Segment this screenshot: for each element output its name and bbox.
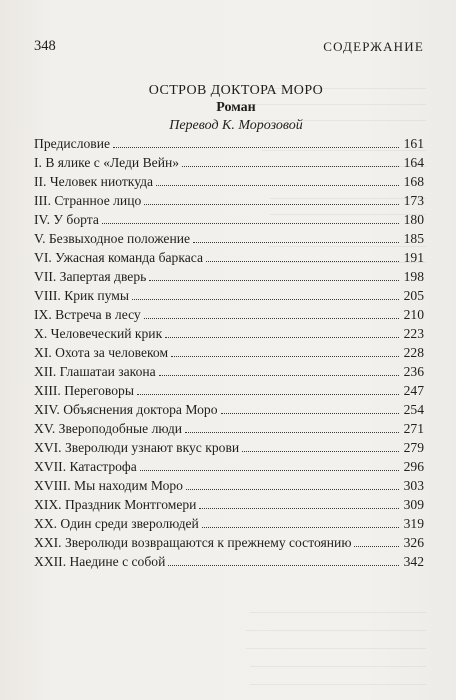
- dot-leader: [199, 508, 399, 509]
- dot-leader: [165, 337, 399, 338]
- toc-entry: [34, 191, 424, 210]
- toc-entry-page: 173: [403, 193, 424, 208]
- table-of-contents: [34, 134, 424, 571]
- dot-leader: [113, 147, 399, 148]
- toc-entry-title: VI. Ужасная команда баркаса: [34, 250, 204, 265]
- work-genre: Роман: [216, 100, 256, 115]
- toc-entry: [34, 172, 424, 191]
- toc-entry: [34, 229, 424, 248]
- toc-entry: [34, 305, 424, 324]
- toc-entry-page: 228: [403, 345, 424, 360]
- section-title: СОДЕРЖАНИЕ: [323, 39, 424, 54]
- toc-entry: [34, 153, 424, 172]
- running-head: [34, 38, 424, 58]
- dot-leader: [144, 204, 399, 205]
- toc-entry: [34, 286, 424, 305]
- toc-entry-title: XIII. Переговоры: [34, 383, 134, 398]
- toc-entry-page: 180: [403, 212, 424, 227]
- toc-entry-page: 185: [403, 231, 424, 246]
- toc-entry-page: 319: [403, 516, 424, 531]
- dot-leader: [159, 375, 399, 376]
- dot-leader: [202, 527, 399, 528]
- toc-entry: [34, 248, 424, 267]
- toc-entry-title: V. Безвыходное положение: [34, 231, 191, 246]
- toc-entry-page: 247: [403, 383, 424, 398]
- toc-entry-title: XI. Охота за человеком: [34, 345, 169, 360]
- toc-entry-title: XVIII. Мы находим Моро: [34, 478, 183, 493]
- dot-leader: [149, 280, 399, 281]
- dot-leader: [132, 299, 399, 300]
- toc-entry-page: 168: [403, 174, 424, 189]
- toc-entry-title: IX. Встреча в лесу: [34, 307, 141, 322]
- dot-leader: [354, 546, 399, 547]
- dot-leader: [206, 261, 399, 262]
- toc-entry-title: XVI. Зверолюди узнают вкус крови: [34, 440, 240, 455]
- toc-entry: [34, 267, 424, 286]
- toc-entry-page: 279: [403, 440, 424, 455]
- toc-entry-page: 236: [403, 364, 424, 379]
- dot-leader: [102, 223, 399, 224]
- toc-entry-page: 198: [403, 269, 424, 284]
- toc-entry-title: XX. Один среди зверолюдей: [34, 516, 199, 531]
- toc-entry-title: XIX. Праздник Монтгомери: [34, 497, 197, 512]
- page-number: 348: [34, 38, 56, 54]
- toc-entry-page: 191: [403, 250, 424, 265]
- dot-leader: [137, 394, 399, 395]
- toc-entry: [34, 495, 424, 514]
- toc-entry: [34, 552, 424, 571]
- toc-entry: [34, 533, 424, 552]
- toc-entry-page: 164: [403, 155, 424, 170]
- toc-entry-title: XXII. Наедине с собой: [34, 554, 166, 569]
- toc-entry: [34, 343, 424, 362]
- toc-entry: [34, 400, 424, 419]
- toc-entry-title: XIV. Объяснения доктора Моро: [34, 402, 218, 417]
- toc-entry-page: 254: [403, 402, 424, 417]
- toc-entry-title: VII. Запертая дверь: [34, 269, 147, 284]
- toc-entry-page: 342: [403, 554, 424, 569]
- toc-entry-page: 223: [403, 326, 424, 341]
- work-translator: Перевод К. Морозовой: [169, 118, 303, 133]
- toc-entry-title: XII. Глашатаи закона: [34, 364, 156, 379]
- toc-entry-page: 326: [403, 535, 424, 550]
- toc-entry-page: 296: [403, 459, 424, 474]
- dot-leader: [221, 413, 400, 414]
- dot-leader: [242, 451, 399, 452]
- toc-entry-title: X. Человеческий крик: [34, 326, 163, 341]
- toc-entry-page: 309: [403, 497, 424, 512]
- toc-entry: [34, 210, 424, 229]
- toc-entry: [34, 438, 424, 457]
- toc-entry-title: II. Человек ниоткуда: [34, 174, 154, 189]
- dot-leader: [144, 318, 399, 319]
- toc-entry: [34, 476, 424, 495]
- toc-entry: [34, 134, 424, 153]
- dot-leader: [193, 242, 399, 243]
- toc-entry-title: III. Странное лицо: [34, 193, 142, 208]
- toc-entry: [34, 381, 424, 400]
- toc-entry-title: XV. Звероподобные люди: [34, 421, 183, 436]
- toc-entry-page: 161: [403, 136, 424, 151]
- toc-entry-title: IV. У борта: [34, 212, 99, 227]
- toc-entry-title: VIII. Крик пумы: [34, 288, 129, 303]
- dot-leader: [186, 489, 399, 490]
- dot-leader: [182, 166, 399, 167]
- toc-entry-title: XVII. Катастрофа: [34, 459, 137, 474]
- toc-entry: [34, 457, 424, 476]
- toc-entry-page: 210: [403, 307, 424, 322]
- toc-entry-title: I. В ялике с «Леди Вейн»: [34, 155, 180, 170]
- toc-entry: [34, 362, 424, 381]
- toc-entry-title: Предисловие: [34, 136, 111, 151]
- dot-leader: [185, 432, 399, 433]
- toc-entry: [34, 324, 424, 343]
- toc-entry-title: XXI. Зверолюди возвращаются к прежнему состоянию: [34, 535, 352, 550]
- work-title: ОСТРОВ ДОКТОРА МОРО: [148, 83, 324, 98]
- toc-entry-page: 205: [403, 288, 424, 303]
- dot-leader: [156, 185, 399, 186]
- work-header: [120, 82, 352, 135]
- dot-leader: [171, 356, 399, 357]
- dot-leader: [140, 470, 399, 471]
- toc-entry: [34, 514, 424, 533]
- toc-entry-page: 303: [403, 478, 424, 493]
- toc-entry-page: 271: [403, 421, 424, 436]
- toc-entry: [34, 419, 424, 438]
- dot-leader: [168, 565, 399, 566]
